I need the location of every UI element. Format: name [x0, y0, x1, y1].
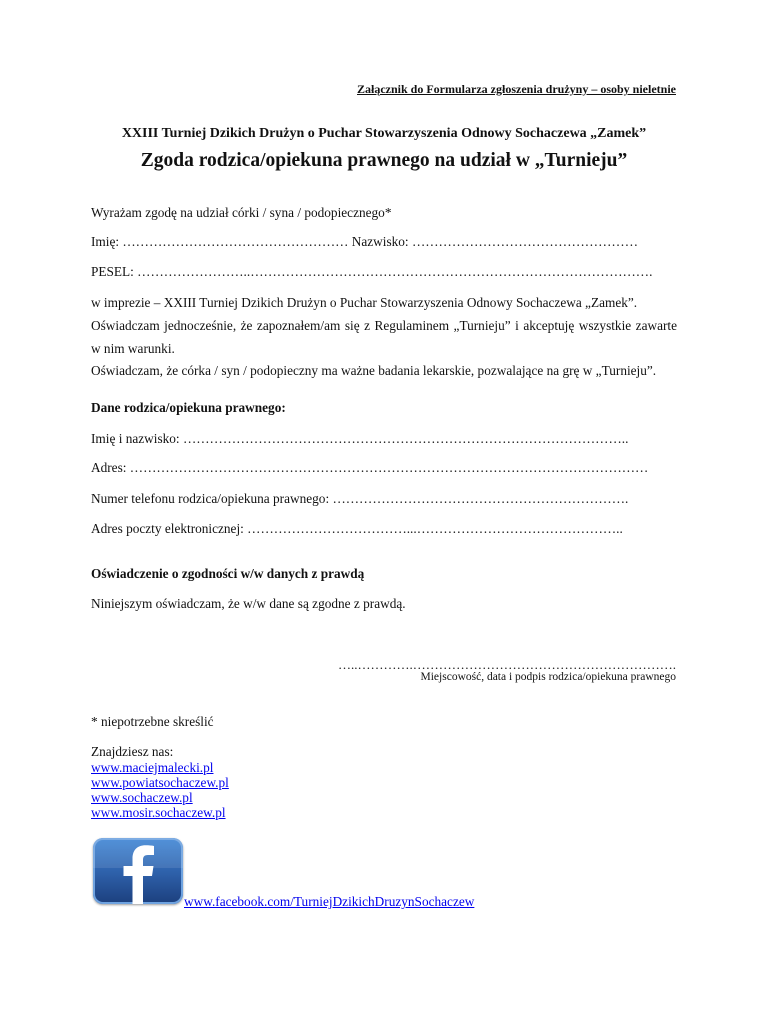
guardian-heading: Dane rodzica/opiekuna prawnego:	[91, 400, 286, 415]
event-participation-text: w imprezie – XXIII Turniej Dzikich Drużyn o Puchar Stowarzyszenia Odnowy Sochaczewa „Zamek”.	[91, 295, 638, 310]
guardian-phone-field: Numer telefonu rodzica/opiekuna prawnego: ………………………………………………………….	[91, 491, 629, 506]
event-title: XXIII Turniej Dzikich Drużyn o Puchar Stowarzyszenia Odnowy Sochaczewa „Zamek”	[121, 126, 647, 141]
signature-line: …..………….…………………………………………………….	[338, 657, 676, 672]
guardian-address-field: Adres: ………………………………………………………………………………………………………	[91, 460, 649, 475]
child-name-field: Imię: …………………………………………… Nazwisko: ……………………………………………	[91, 234, 638, 249]
guardian-email-field: Adres poczty elektronicznej: ………………………………...………………………………………..	[91, 521, 623, 536]
document-title: Zgoda rodzica/opiekuna prawnego na udział w „Turnieju”	[140, 150, 628, 171]
pesel-field: PESEL: ……………………..……………………………………………………………………………….	[91, 264, 653, 279]
link-sochaczew[interactable]: www.sochaczew.pl	[91, 790, 193, 805]
declaration-heading: Oświadczenie o zgodności w/w danych z prawdą	[91, 566, 365, 581]
link-powiatsochaczew[interactable]: www.powiatsochaczew.pl	[91, 775, 229, 790]
links-intro: Znajdziesz nas:	[91, 744, 174, 759]
signature-label: Miejscowość, data i podpis rodzica/opiekuna prawnego	[420, 671, 676, 683]
regulations-statement: Oświadczam jednocześnie, że zapoznałem/am się z Regulaminem „Turnieju” i akceptuję wszystkie zawarte w nim warunki.	[91, 318, 677, 356]
link-maciejmalecki[interactable]: www.maciejmalecki.pl	[91, 760, 214, 775]
declaration-text: Niniejszym oświadczam, że w/w dane są zgodne z prawdą.	[91, 596, 406, 611]
annex-header: Załącznik do Formularza zgłoszenia drużyny – osoby nieletnie	[357, 82, 676, 96]
guardian-name-field: Imię i nazwisko: ………………………………………………………………………………………..	[91, 431, 629, 446]
medical-statement: Oświadczam, że córka / syn / podopieczny ma ważne badania lekarskie, pozwalające na grę w „Turnieju”.	[91, 363, 657, 378]
link-facebook[interactable]: www.facebook.com/TurniejDzikichDruzynSochaczew	[184, 894, 475, 909]
footnote: * niepotrzebne skreślić	[91, 714, 214, 729]
facebook-logo-icon[interactable]	[93, 838, 183, 904]
link-mosir[interactable]: www.mosir.sochaczew.pl	[91, 805, 226, 820]
consent-intro: Wyrażam zgodę na udział córki / syna / podopiecznego*	[91, 205, 392, 220]
